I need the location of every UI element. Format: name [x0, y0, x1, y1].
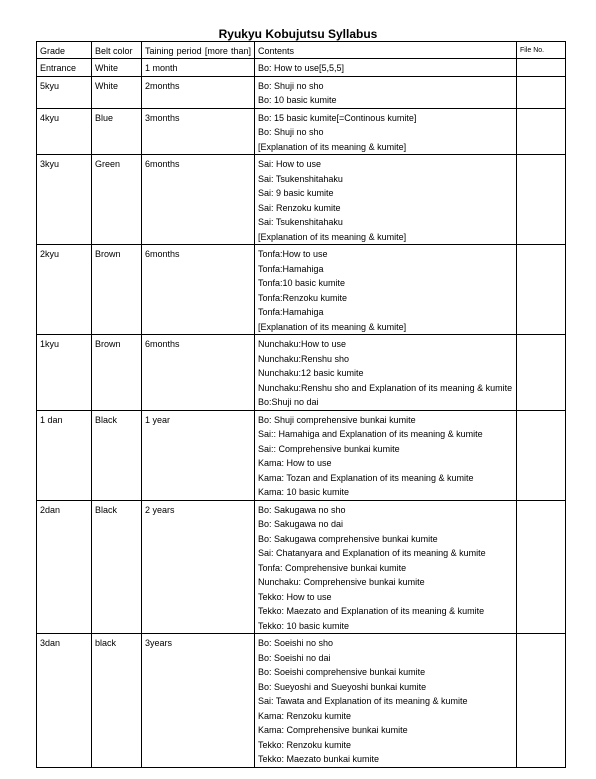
- content-line: Nunchaku:Renshu sho and Explanation of its meaning & kumite: [258, 382, 513, 393]
- content-line: Sai:: Comprehensive bunkai kumite: [258, 443, 400, 454]
- grade-cell: 3dan: [37, 634, 92, 768]
- content-line: Sai: How to use: [258, 159, 322, 169]
- content-line: Kama: Renzoku kumite: [258, 710, 352, 721]
- content-line: Bo: Soeishi no dai: [258, 652, 331, 663]
- content-line: Sai: 9 basic kumite: [258, 188, 334, 198]
- content-line: Sai: Tsukenshitahaku: [258, 217, 343, 227]
- file-no-cell: [517, 59, 566, 77]
- content-line: Tonfa:How to use: [258, 249, 328, 259]
- grade-cell: 1kyu: [37, 335, 92, 411]
- training-period-cell: 6months: [142, 335, 255, 411]
- header-period: Taining period [more than]: [142, 42, 255, 59]
- content-line: Bo: 10 basic kumite: [258, 95, 337, 105]
- file-no-cell: [517, 500, 566, 634]
- content-line: Nunchaku:Renshu sho: [258, 353, 350, 364]
- header-row: [37, 42, 566, 59]
- belt-color-cell: Green: [92, 155, 142, 245]
- training-period-cell: 3months: [142, 108, 255, 155]
- content-line: Bo: Shuji comprehensive bunkai kumite: [258, 414, 416, 425]
- table-row: [37, 335, 566, 411]
- file-no-cell: [517, 335, 566, 411]
- content-line: Bo: Sakugawa no sho: [258, 504, 346, 515]
- content-line: Tekko: How to use: [258, 591, 332, 602]
- file-no-cell: [517, 108, 566, 155]
- training-period-cell: 2 years: [142, 500, 255, 634]
- file-no-cell: [517, 155, 566, 245]
- content-line: Tonfa:10 basic kumite: [258, 278, 346, 288]
- grade-cell: 2dan: [37, 500, 92, 634]
- belt-color-cell: Black: [92, 410, 142, 500]
- content-line: Tonfa:Hamahiga: [258, 307, 324, 317]
- content-line: Tekko: 10 basic kumite: [258, 620, 350, 631]
- content-line: Bo: Shuji no sho: [258, 127, 324, 137]
- grade-cell: Entrance: [37, 59, 92, 77]
- contents-cell: [255, 634, 517, 768]
- training-period-cell: 1 year: [142, 410, 255, 500]
- content-line: Bo: Sakugawa no dai: [258, 519, 344, 529]
- file-no-cell: [517, 245, 566, 335]
- contents-cell: [255, 245, 517, 335]
- content-line: Sai: Renzoku kumite: [258, 202, 341, 213]
- content-line: Kama: Tozan and Explanation of its meaning & kumite: [258, 472, 474, 483]
- training-period-cell: 6months: [142, 245, 255, 335]
- content-line: Bo: Shuji no sho: [258, 80, 324, 91]
- table-row: [37, 76, 566, 108]
- header-belt: Belt color: [92, 42, 142, 59]
- content-line: Bo: Soeishi comprehensive bunkai kumite: [258, 667, 426, 677]
- content-line: [Explanation of its meaning & kumite]: [258, 141, 407, 152]
- content-line: [Explanation of its meaning & kumite]: [258, 321, 407, 332]
- header-grade: Grade: [37, 42, 92, 59]
- header-contents: Contents: [255, 42, 517, 59]
- content-line: Bo: 15 basic kumite[=Continous kumite]: [258, 112, 417, 123]
- content-line: Tekko: Maezato and Explanation of its meaning & kumite: [258, 606, 485, 616]
- document-title: Ryukyu Kobujutsu Syllabus: [218, 27, 378, 41]
- belt-color-cell: Black: [92, 500, 142, 634]
- content-line: Sai: Tsukenshitahaku: [258, 173, 343, 184]
- belt-color-cell: Brown: [92, 245, 142, 335]
- content-line: Bo: How to use[5,5,5]: [258, 63, 345, 73]
- contents-cell: [255, 155, 517, 245]
- content-line: Tekko: Maezato bunkai kumite: [258, 754, 380, 764]
- training-period-cell: 3years: [142, 634, 255, 768]
- contents-cell: [255, 76, 517, 108]
- content-line: Kama: Comprehensive bunkai kumite: [258, 725, 408, 735]
- table-row: [37, 500, 566, 634]
- grade-cell: 5kyu: [37, 76, 92, 108]
- content-line: Bo: Sakugawa comprehensive bunkai kumite: [258, 533, 438, 544]
- table-row: [37, 59, 566, 77]
- belt-color-cell: Blue: [92, 108, 142, 155]
- content-line: Tonfa:Hamahiga: [258, 263, 324, 274]
- contents-cell: [255, 335, 517, 411]
- content-line: Tonfa: Comprehensive bunkai kumite: [258, 562, 407, 573]
- grade-cell: 1 dan: [37, 410, 92, 500]
- table-row: [37, 245, 566, 335]
- table-row: [37, 108, 566, 155]
- content-line: Nunchaku:12 basic kumite: [258, 368, 364, 378]
- content-line: Nunchaku: Comprehensive bunkai kumite: [258, 577, 425, 587]
- content-line: Nunchaku:How to use: [258, 339, 347, 349]
- content-line: [Explanation of its meaning & kumite]: [258, 231, 407, 242]
- content-line: Sai:: Hamahiga and Explanation of its meaning & kumite: [258, 429, 483, 439]
- grade-cell: 3kyu: [37, 155, 92, 245]
- content-line: Kama: 10 basic kumite: [258, 487, 350, 497]
- content-line: Tekko: Renzoku kumite: [258, 739, 352, 750]
- content-line: Sai: Tawata and Explanation of its meaning & kumite: [258, 696, 468, 706]
- content-line: Kama: How to use: [258, 458, 332, 468]
- file-no-cell: [517, 410, 566, 500]
- grade-cell: 2kyu: [37, 245, 92, 335]
- header-file-no: File No.: [517, 42, 566, 59]
- table-row: [37, 155, 566, 245]
- belt-color-cell: Brown: [92, 335, 142, 411]
- belt-color-cell: black: [92, 634, 142, 768]
- contents-cell: [255, 59, 517, 77]
- content-line: Tonfa:Renzoku kumite: [258, 292, 348, 303]
- file-no-cell: [517, 634, 566, 768]
- syllabus-table: [36, 41, 566, 768]
- content-line: Bo: Soeishi no sho: [258, 638, 334, 648]
- belt-color-cell: White: [92, 59, 142, 77]
- belt-color-cell: White: [92, 76, 142, 108]
- table-row: [37, 634, 566, 768]
- content-line: Sai: Chatanyara and Explanation of its meaning & kumite: [258, 548, 486, 558]
- training-period-cell: 2months: [142, 76, 255, 108]
- contents-cell: [255, 500, 517, 634]
- contents-cell: [255, 410, 517, 500]
- training-period-cell: 1 month: [142, 59, 255, 77]
- training-period-cell: 6months: [142, 155, 255, 245]
- contents-cell: [255, 108, 517, 155]
- table-row: [37, 410, 566, 500]
- content-line: Bo: Sueyoshi and Sueyoshi bunkai kumite: [258, 681, 427, 692]
- content-line: Bo:Shuji no dai: [258, 397, 319, 407]
- file-no-cell: [517, 76, 566, 108]
- grade-cell: 4kyu: [37, 108, 92, 155]
